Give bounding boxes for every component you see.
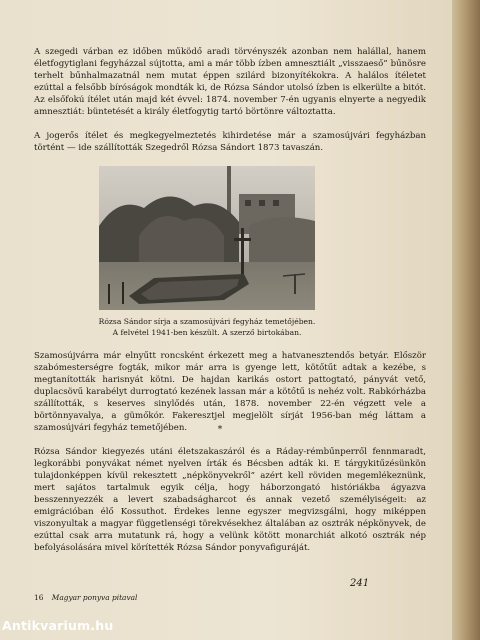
paragraph-szamosujvar: Szamosújvárra már elnyűtt roncsként érkezett meg a hatvanesztendős betyár. Először szabómesterségre fogták, mikor már arra is gyenge lett, kötőtűt adtak a kezébe, s megtanították harisnyát kötni. De hajdan karikás ostort pattogtató, pányvát vető, duplacsövű karabélyt durrogtató kezének lassan már a kötőtű is nehéz volt. Rabkórházba szállították, s keserves sinylődés után, 1878. november 22-én végzett vele a börtönnyavalya, a gümőkór. Fakeresztjel megjelölt sírját 1956-ban még láttam a szamosújvári fegyház temetőjében. [34,351,426,433]
caption-line-2: A felvétel 1941-ben készült. A szerző birtokában. [112,328,302,337]
signature-number: 16 [34,593,44,602]
paragraph-transfer: A jogerős ítélet és megkegyelmeztetés kihirdetése már a szamosújvári fegyházban történt — ide szállították Szegedről Rózsa Sándort 1873 tavaszán. [34,131,426,153]
printer-signature [34,593,334,602]
section-separator: * [217,425,223,435]
paragraph-sentence: A szegedi várban ez időben működő aradi törvényszék azonban nem halállal, hanem életfogytiglani fegyházzal sújtotta, ami a már több ízben amnesztiált „visszaeső” bűnösre terhelt bűnhalmazatnál nem mutat éppen szilárd bizonyítékokra. A halálos ítéletet ezúttal a felsőbb bíróságok mondták ki, de Rózsa Sándor utolsó ízben is elkerülte a bitót. Az elsőfokú ítélet után majd két évvel: 1874. november 7-én ugyanis elnyerte a negyedik amnesztiát: büntetését a király életfogytig tartó börtönre változtatta. [34,47,426,117]
page-number: 241 [350,578,370,589]
paragraph-ponyva: Rózsa Sándor kiegyezés utáni életszakaszáról és a Ráday-rémbűnperről fennmaradt, legkorábbi ponyvákat német nyelven írták és Bécsben adták ki. E tárgykitűzésünkön tulajdonképpen kívül rekesztett „népkönyvekről” azért kell röviden megemlékeznünk, mert sajátos tartalmuk egyik célja, hogy háborzongató históriákba ágyazva besszennyezzék a levert szabadságharcot és annak vezető személyiségeit: az emigrációban élő Kossuthot. Érdekes lenne egyszer megvizsgálni, hogy miképpen viszonyultak a magyar függetlenségi törekvésekhez általában az osztrák népkönyvek, de ezúttal csak arra mutatunk rá, hogy a velünk kötött monarchiát alkotó osztrák nép befolyásolására mivel körítették Rózsa Sándor ponyvafiguráját. [34,447,426,553]
book-spine-edge [452,0,480,640]
watermark-logo: Antikvarium.hu [2,618,114,633]
caption-line-1: Rózsa Sándor sírja a szamosújvári fegyház temetőjében. [98,317,316,326]
photo-caption [70,316,344,338]
signature-title: Magyar ponyva pitaval [51,593,138,602]
grave-photograph [99,166,315,310]
